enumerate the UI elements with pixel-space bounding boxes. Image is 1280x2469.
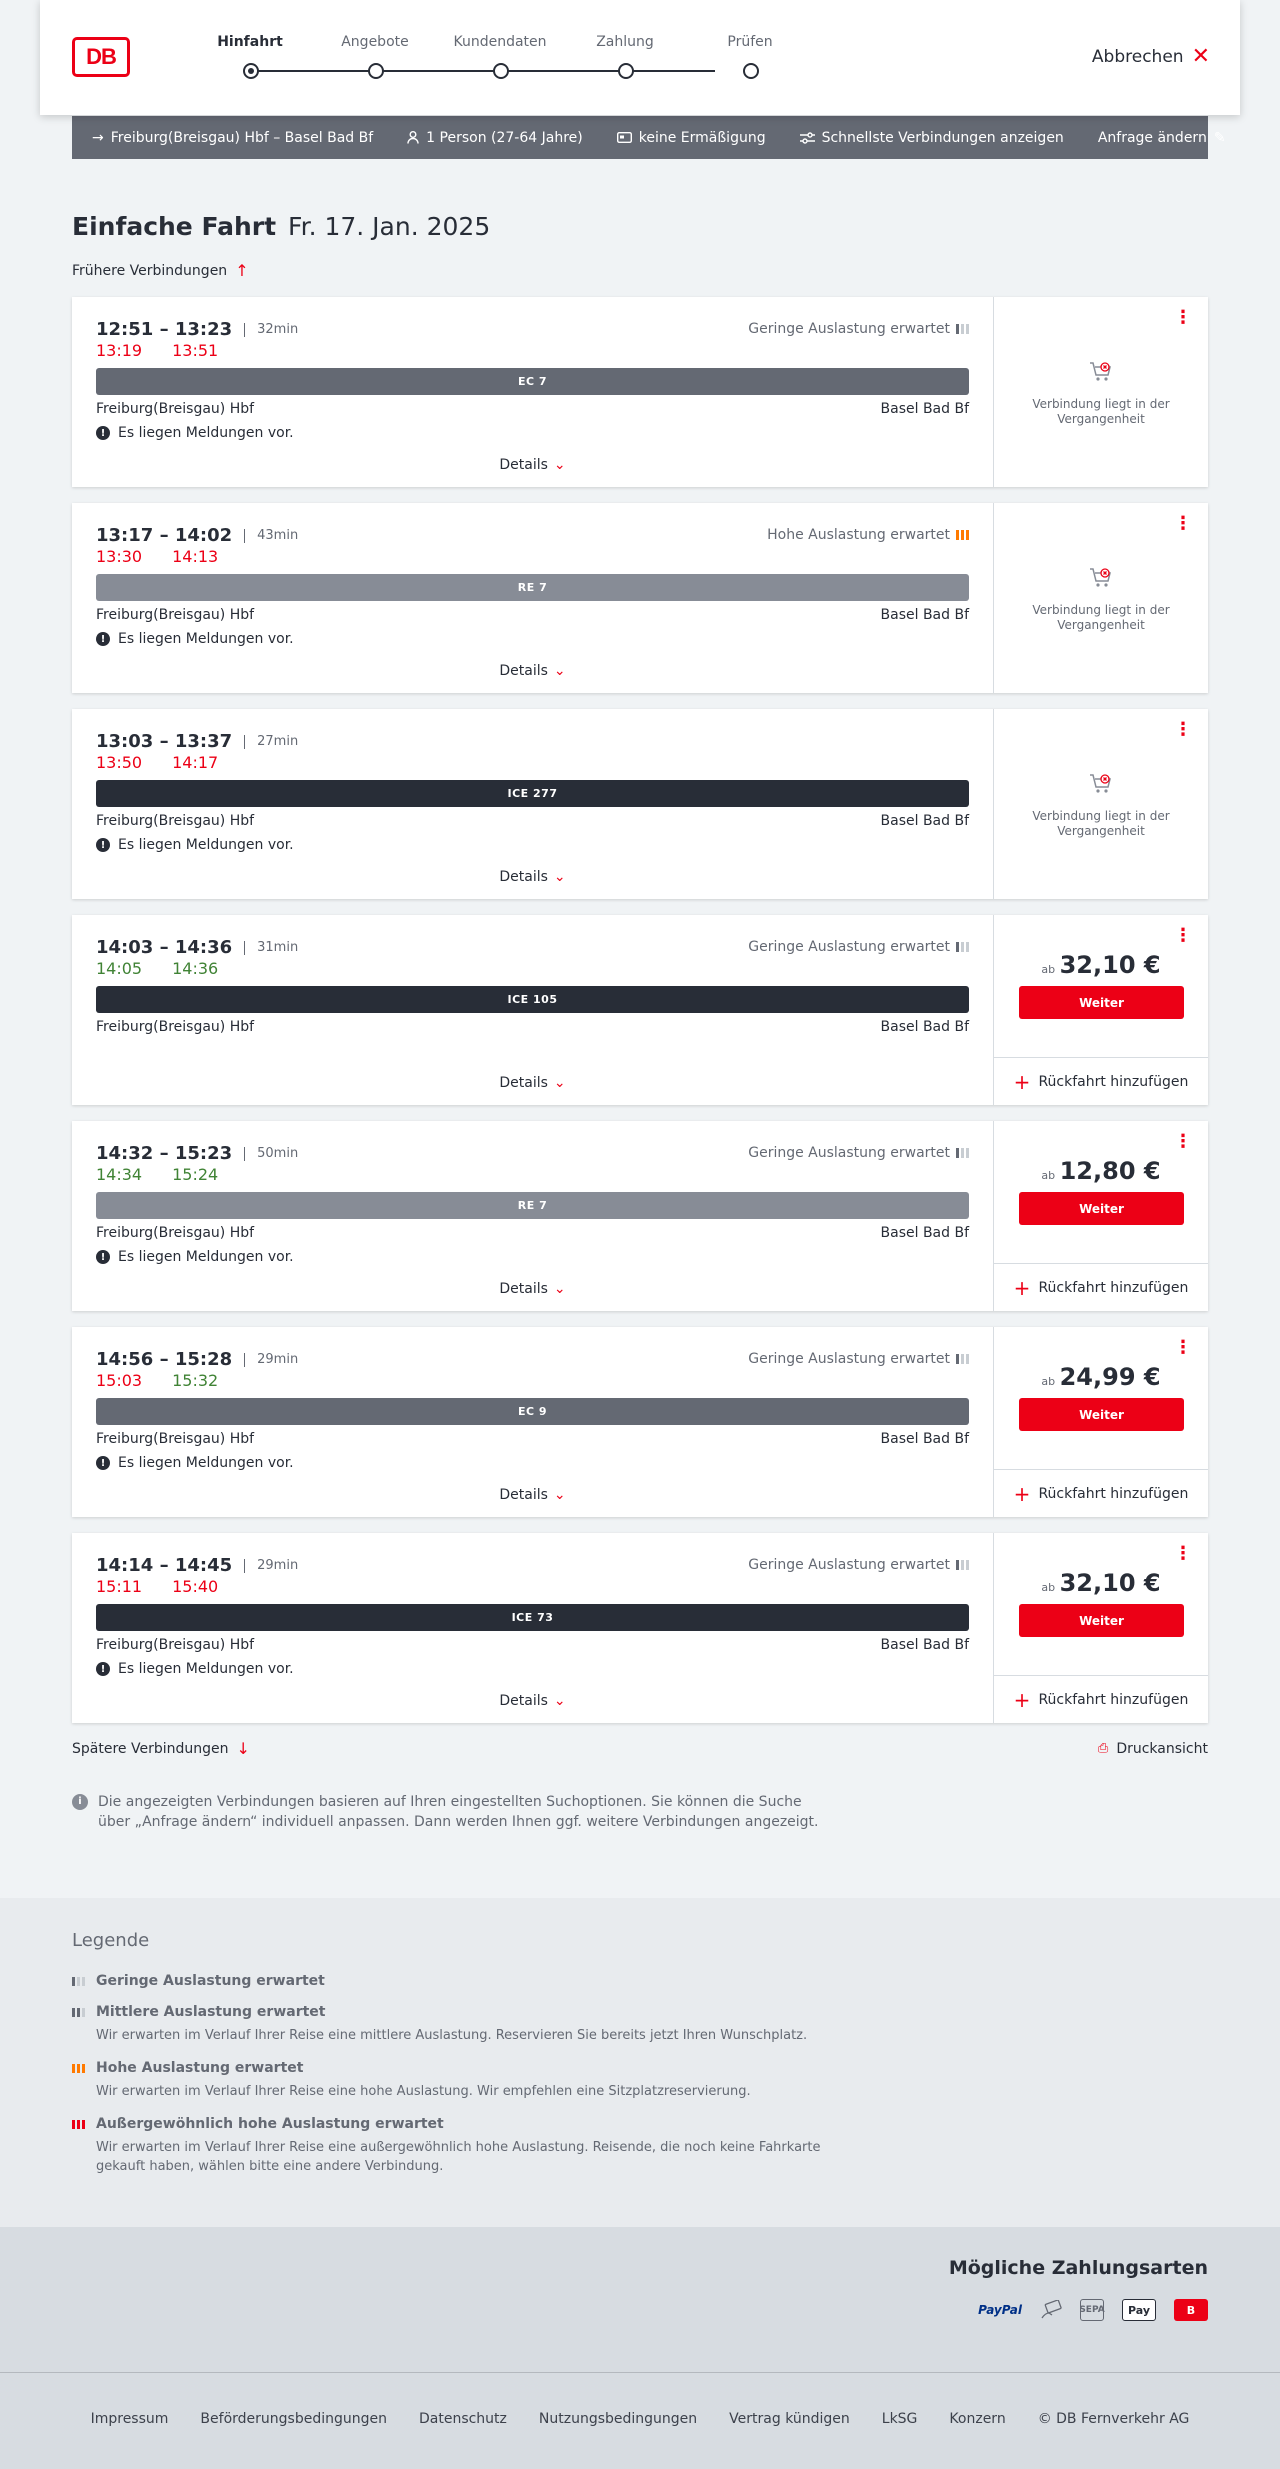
origin-station: Freiburg(Breisgau) Hbf (96, 1637, 255, 1653)
alert-icon: ! (96, 1456, 110, 1470)
past-connection-note: Verbindung liegt in der Vergangenheit (994, 359, 1208, 427)
pencil-icon: ✎ (1213, 129, 1226, 146)
details-toggle[interactable]: Details ⌄ (499, 1281, 566, 1297)
footer-link[interactable]: Konzern (949, 2411, 1006, 2427)
offer-panel (994, 1121, 1208, 1311)
origin-station: Freiburg(Breisgau) Hbf (96, 607, 255, 623)
legend-item-title: Mittlere Auslastung erwartet (72, 2004, 1208, 2020)
train-bar[interactable]: EC 9 (96, 1398, 969, 1425)
details-toggle[interactable]: Details ⌄ (499, 1487, 566, 1503)
more-options-icon[interactable]: ⋮ (1174, 925, 1192, 946)
price: ab 32,10 € (1041, 951, 1161, 979)
page-header (40, 0, 1240, 115)
realtime-arrival: 15:24 (172, 1165, 219, 1184)
service-message: ! Es liegen Meldungen vor. (96, 425, 969, 441)
legend-item (72, 1973, 1208, 1989)
continue-button[interactable]: Weiter (1019, 986, 1184, 1019)
planned-times: 14:32 – 15:23 (96, 1143, 233, 1164)
service-message: ! Es liegen Meldungen vor. (96, 1455, 969, 1471)
step-dot (743, 63, 759, 79)
offer-panel (994, 503, 1208, 693)
train-bar[interactable]: ICE 277 (96, 780, 969, 807)
divider (244, 735, 245, 749)
realtime-times (96, 547, 969, 566)
realtime-arrival: 15:40 (172, 1577, 219, 1596)
offer-panel (994, 1327, 1208, 1517)
occupancy-icon (72, 2008, 88, 2017)
realtime-departure: 15:11 (96, 1577, 143, 1596)
realtime-times (96, 1165, 969, 1184)
legend-item (72, 2004, 1208, 2045)
more-options-icon[interactable]: ⋮ (1174, 719, 1192, 740)
progress-steps (210, 34, 773, 84)
divider (244, 1559, 245, 1573)
origin-station: Freiburg(Breisgau) Hbf (96, 1019, 255, 1035)
details-toggle[interactable]: Details ⌄ (499, 663, 566, 679)
destination-station: Basel Bad Bf (880, 813, 969, 829)
continue-button[interactable]: Weiter (1019, 1604, 1184, 1637)
legend-section (0, 1898, 1280, 2227)
realtime-arrival: 14:36 (172, 959, 219, 978)
arrow-down-icon: ↓ (236, 1739, 250, 1758)
train-bar[interactable]: RE 7 (96, 1192, 969, 1219)
cart-unavailable-icon (1024, 359, 1178, 385)
card-icon (1040, 2299, 1062, 2321)
plus-icon: + (1013, 1687, 1031, 1712)
footer-link[interactable]: Vertrag kündigen (729, 2411, 850, 2427)
realtime-times (96, 753, 969, 772)
occupancy-icon (956, 1560, 969, 1570)
db-bonus-icon: B (1174, 2299, 1208, 2321)
stations (96, 401, 969, 417)
person-icon (407, 131, 419, 144)
duration: 31min (257, 940, 299, 955)
train-bar[interactable]: ICE 73 (96, 1604, 969, 1631)
chevron-down-icon: ⌄ (553, 1075, 566, 1091)
planned-times: 14:56 – 15:28 (96, 1349, 233, 1370)
duration: 29min (257, 1558, 299, 1573)
connection-info (72, 1121, 994, 1311)
service-message: ! Es liegen Meldungen vor. (96, 1661, 969, 1677)
duration: 27min (257, 734, 299, 749)
realtime-departure: 15:03 (96, 1371, 143, 1390)
connection-card[interactable] (72, 1533, 1208, 1723)
stations (96, 1019, 969, 1035)
alert-icon: ! (96, 838, 110, 852)
search-summary-bar (72, 116, 1226, 159)
duration: 43min (257, 528, 299, 543)
offer-panel (994, 297, 1208, 487)
realtime-departure: 14:05 (96, 959, 143, 978)
legend-list (72, 1973, 1208, 2176)
arrow-up-icon: ↑ (235, 261, 249, 280)
stations (96, 1431, 969, 1447)
destination-station: Basel Bad Bf (880, 1637, 969, 1653)
legend-item-title: Geringe Auslastung erwartet (72, 1973, 1208, 1989)
offer-panel (994, 1533, 1208, 1723)
chevron-down-icon: ⌄ (553, 457, 566, 473)
plus-icon: + (1013, 1481, 1031, 1506)
planned-times: 14:14 – 14:45 (96, 1555, 233, 1576)
step-dot (618, 63, 634, 79)
payment-methods (72, 2299, 1208, 2321)
more-options-icon[interactable]: ⋮ (1174, 1337, 1192, 1358)
connection-info (72, 503, 994, 693)
train-bar[interactable]: ICE 105 (96, 986, 969, 1013)
legend-item-text: Wir erwarten im Verlauf Ihrer Reise eine außergewöhnlich hohe Auslastung. Reisende, die noch keine Fahrkarte gekauft haben, wählen bitte eine andere Verbindung. (96, 2140, 821, 2174)
divider (244, 941, 245, 955)
list-footer (72, 1739, 1208, 1758)
planned-times: 13:17 – 14:02 (96, 525, 233, 546)
footer-links (72, 2373, 1208, 2427)
connection-card[interactable] (72, 1327, 1208, 1517)
details-toggle[interactable]: Details ⌄ (499, 1075, 566, 1091)
connection-times (96, 731, 969, 752)
legend-item-title: Außergewöhnlich hohe Auslastung erwartet (72, 2116, 1208, 2132)
load-indicator: Geringe Auslastung erwartet (748, 1145, 969, 1161)
footer-link[interactable]: © DB Fernverkehr AG (1037, 2411, 1190, 2427)
details-toggle[interactable]: Details ⌄ (499, 457, 566, 473)
more-options-icon[interactable]: ⋮ (1174, 1131, 1192, 1152)
occupancy-icon (72, 2120, 88, 2129)
price: ab 12,80 € (1041, 1157, 1161, 1185)
alert-icon: ! (96, 1250, 110, 1264)
continue-button[interactable]: Weiter (1019, 1398, 1184, 1431)
duration: 32min (257, 322, 299, 337)
add-return-button[interactable]: + Rückfahrt hinzufügen (994, 1469, 1208, 1517)
connection-card[interactable] (72, 503, 1208, 693)
connection-card[interactable] (72, 1121, 1208, 1311)
continue-button[interactable]: Weiter (1019, 1192, 1184, 1225)
offer-panel (994, 915, 1208, 1105)
connection-info (72, 709, 994, 899)
load-indicator: Geringe Auslastung erwartet (748, 939, 969, 955)
planned-times: 13:03 – 13:37 (96, 731, 233, 752)
alert-icon: ! (96, 632, 110, 646)
legend-item (72, 2060, 1208, 2101)
bahncard-icon (617, 132, 632, 143)
info-note: i Die angezeigten Verbindungen basieren auf Ihren eingestellten Suchoptionen. Sie können die Suche über „Anfrage ändern“ individuell anpassen. Dann werden Ihnen ggf. weitere Verbindungen angezeigt. (72, 1792, 832, 1832)
occupancy-icon (72, 1977, 88, 1986)
payment-section (0, 2227, 1280, 2372)
cart-unavailable-icon (1024, 771, 1178, 797)
planned-times: 14:03 – 14:36 (96, 937, 233, 958)
apple-pay-icon: Pay (1122, 2299, 1156, 2321)
origin-station: Freiburg(Breisgau) Hbf (96, 813, 255, 829)
step-dot (493, 63, 509, 79)
load-indicator: Geringe Auslastung erwartet (748, 321, 969, 337)
destination-station: Basel Bad Bf (880, 1225, 969, 1241)
realtime-times (96, 1577, 969, 1596)
legend-item (72, 2116, 1208, 2176)
step-hinfahrt: Hinfahrt (195, 34, 305, 50)
destination-station: Basel Bad Bf (880, 401, 969, 417)
cancel-button[interactable] (1092, 46, 1210, 68)
stations (96, 1637, 969, 1653)
occupancy-icon (956, 1148, 969, 1158)
step-pruefen: Prüfen (695, 34, 805, 50)
chevron-down-icon: ⌄ (553, 1693, 566, 1709)
fastest-summary: Schnellste Verbindungen anzeigen (800, 130, 1064, 146)
planned-times: 12:51 – 13:23 (96, 319, 233, 340)
cancel-label: Abbrechen (1091, 47, 1184, 67)
step-kundendaten: Kundendaten (445, 34, 555, 50)
connection-info (72, 915, 994, 1105)
settings-sliders-icon (800, 132, 815, 144)
realtime-times (96, 959, 969, 978)
travellers-summary: 1 Person (27-64 Jahre) (407, 130, 583, 146)
main-content (72, 212, 1208, 1832)
add-return-button[interactable]: + Rückfahrt hinzufügen (994, 1675, 1208, 1723)
connection-info (72, 1327, 994, 1517)
legend-item-title: Hohe Auslastung erwartet (72, 2060, 1208, 2076)
plus-icon: + (1013, 1069, 1031, 1094)
connection-info (72, 297, 994, 487)
realtime-times (96, 341, 969, 360)
divider (244, 323, 245, 337)
footer-link[interactable]: Impressum (90, 2411, 169, 2427)
train-bar[interactable]: RE 7 (96, 574, 969, 601)
cart-unavailable-icon (1024, 565, 1178, 591)
step-zahlung: Zahlung (570, 34, 680, 50)
destination-station: Basel Bad Bf (880, 1431, 969, 1447)
chevron-down-icon: ⌄ (553, 1281, 566, 1297)
realtime-arrival: 15:32 (172, 1371, 219, 1390)
origin-station: Freiburg(Breisgau) Hbf (96, 401, 255, 417)
train-bar[interactable]: EC 7 (96, 368, 969, 395)
occupancy-icon (72, 2064, 88, 2073)
legend-item-text: Wir erwarten im Verlauf Ihrer Reise eine hohe Auslastung. Wir empfehlen eine Sitzplatzreservierung. (96, 2084, 751, 2099)
progress-line (250, 70, 715, 72)
step-dot (243, 63, 259, 79)
footer-link[interactable]: Datenschutz (418, 2411, 507, 2427)
divider (244, 1147, 245, 1161)
connection-card[interactable] (72, 709, 1208, 899)
print-view-link[interactable]: ⎙ Druckansicht (1097, 1740, 1208, 1757)
db-logo[interactable]: DB (72, 37, 130, 77)
alert-icon: ! (96, 1662, 110, 1676)
footer-link[interactable]: Nutzungsbedingungen (538, 2411, 698, 2427)
occupancy-icon (956, 942, 969, 952)
duration: 29min (257, 1352, 299, 1367)
realtime-times (96, 1371, 969, 1390)
earlier-connections-link[interactable]: Frühere Verbindungen ↑ (72, 261, 249, 280)
more-options-icon[interactable]: ⋮ (1174, 513, 1192, 534)
sepa-icon: SEPA (1080, 2299, 1104, 2321)
details-toggle[interactable]: Details ⌄ (499, 1693, 566, 1709)
occupancy-icon (956, 1354, 969, 1364)
later-connections-link[interactable]: Spätere Verbindungen ↓ (72, 1739, 250, 1758)
destination-station: Basel Bad Bf (880, 607, 969, 623)
more-options-icon[interactable]: ⋮ (1174, 1543, 1192, 1564)
realtime-departure: 14:34 (96, 1165, 143, 1184)
close-icon: ✕ (1191, 44, 1210, 69)
connection-card[interactable] (72, 915, 1208, 1105)
alert-icon: ! (96, 426, 110, 440)
price: ab 24,99 € (1041, 1363, 1161, 1391)
paypal-icon: PayPal (978, 2303, 1022, 2317)
price: ab 32,10 € (1041, 1569, 1161, 1597)
chevron-down-icon: ⌄ (553, 663, 566, 679)
footer-link[interactable]: LkSG (881, 2411, 918, 2427)
realtime-arrival: 13:51 (172, 341, 219, 360)
load-indicator: Hohe Auslastung erwartet (767, 527, 969, 543)
discount-summary: keine Ermäßigung (617, 130, 766, 146)
duration: 50min (257, 1146, 299, 1161)
stations (96, 813, 969, 829)
connection-card[interactable] (72, 297, 1208, 487)
step-angebote: Angebote (320, 34, 430, 50)
chevron-down-icon: ⌄ (553, 1487, 566, 1503)
legend-title: Legende (72, 1930, 150, 1951)
realtime-departure: 13:30 (96, 547, 143, 566)
step-dot (368, 63, 384, 79)
past-connection-note: Verbindung liegt in der Vergangenheit (994, 771, 1208, 839)
add-return-button[interactable]: + Rückfahrt hinzufügen (994, 1057, 1208, 1105)
origin-station: Freiburg(Breisgau) Hbf (96, 1431, 255, 1447)
plus-icon: + (1013, 1275, 1031, 1300)
occupancy-icon (956, 530, 969, 540)
origin-station: Freiburg(Breisgau) Hbf (96, 1225, 255, 1241)
connection-info (72, 1533, 994, 1723)
connection-list (72, 297, 1208, 1723)
realtime-departure: 13:50 (96, 753, 143, 772)
legend-item-text: Wir erwarten im Verlauf Ihrer Reise eine mittlere Auslastung. Reservieren Sie bereits jetzt Ihren Wunschplatz. (96, 2028, 808, 2043)
more-options-icon[interactable]: ⋮ (1174, 307, 1192, 328)
service-message: ! Es liegen Meldungen vor. (96, 631, 969, 647)
printer-icon: ⎙ (1097, 1741, 1109, 1756)
page-footer (0, 2372, 1280, 2469)
stations (96, 1225, 969, 1241)
change-request-button[interactable]: Anfrage ändern ✎ (1097, 129, 1226, 146)
service-message: ! Es liegen Meldungen vor. (96, 1249, 969, 1265)
stations (96, 607, 969, 623)
occupancy-icon (956, 324, 969, 334)
divider (244, 529, 245, 543)
footer-link[interactable]: Beförderungsbedingungen (200, 2411, 387, 2427)
load-indicator: Geringe Auslastung erwartet (748, 1557, 969, 1573)
route-summary: → Freiburg(Breisgau) Hbf – Basel Bad Bf (92, 129, 374, 146)
arrow-right-icon: → (92, 129, 104, 146)
destination-station: Basel Bad Bf (880, 1019, 969, 1035)
info-icon: i (72, 1794, 88, 1810)
offer-panel (994, 709, 1208, 899)
page-title: Einfache Fahrt Fr. 17. Jan. 2025 (72, 212, 491, 241)
realtime-departure: 13:19 (96, 341, 143, 360)
add-return-button[interactable]: + Rückfahrt hinzufügen (994, 1263, 1208, 1311)
details-toggle[interactable]: Details ⌄ (499, 869, 566, 885)
divider (244, 1353, 245, 1367)
payment-title: Mögliche Zahlungsarten (948, 2257, 1208, 2279)
chevron-down-icon: ⌄ (553, 869, 566, 885)
realtime-arrival: 14:17 (172, 753, 219, 772)
load-indicator: Geringe Auslastung erwartet (748, 1351, 969, 1367)
past-connection-note: Verbindung liegt in der Vergangenheit (994, 565, 1208, 633)
realtime-arrival: 14:13 (172, 547, 219, 566)
service-message: ! Es liegen Meldungen vor. (96, 837, 969, 853)
